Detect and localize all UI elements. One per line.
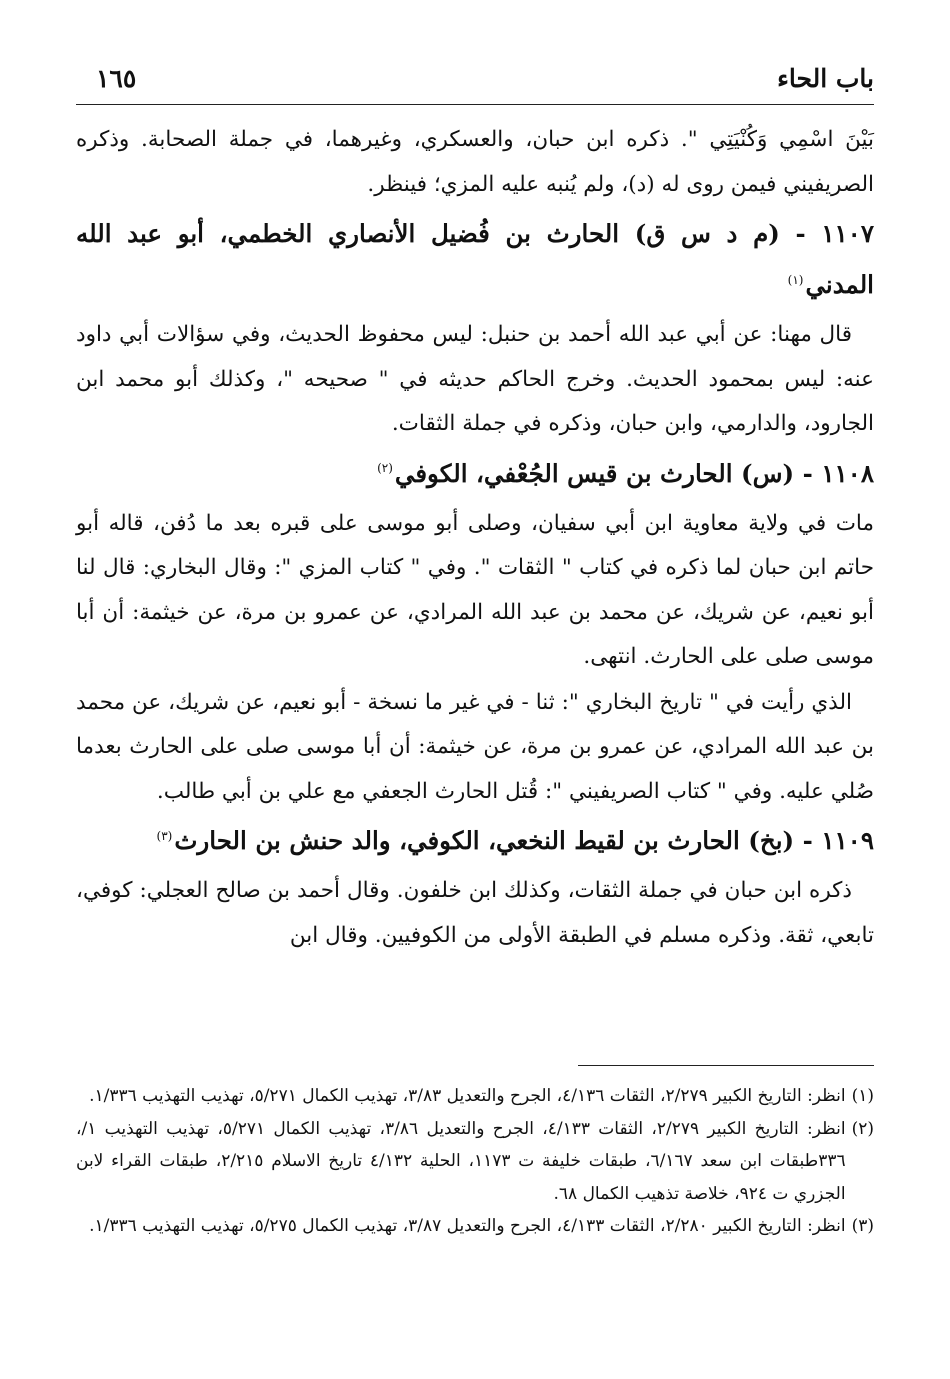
page-number: ١٦٥ — [96, 63, 137, 93]
footnote-marker: (٢) — [377, 461, 393, 476]
footnote-marker: (١) — [787, 272, 804, 287]
footnote — [76, 1113, 874, 1211]
footnote-text: انظر: التاريخ الكبير ٢/٢٨٠، الثقات ٤/١٣٣، الجرح والتعديل ٣/٨٧، تهذيب الكمال ٥/٢٧٥، تهذيب التهذيب ١/٣٣٦. — [89, 1216, 846, 1236]
footnote — [76, 1080, 874, 1113]
chapter-title: باب الحاء — [777, 63, 874, 93]
entry-heading-1108 — [76, 448, 874, 499]
page-header — [96, 58, 874, 98]
entry-heading-text: ١١٠٨ - (س) الحارث بن قيس الجُعْفي، الكوفي — [394, 458, 874, 488]
paragraph: قال مهنا: عن أبي عبد الله أحمد بن حنبل: ليس محفوظ الحديث، وفي سؤالات أبي داود عنه: ليس بمحمود الحديث. وخرج الحاكم حديثه في " صحيحه "، وكذلك أبو محمد ابن الجارود، والدارمي، وابن حبان، وذكره في جملة الثقات. — [76, 322, 874, 436]
footnote — [76, 1210, 874, 1243]
footnote-number: (١) — [851, 1086, 874, 1106]
entry-heading-text: ١١٠٧ - (م د س ق) الحارث بن فُضيل الأنصاري الخطمي، أبو عبد الله المدني — [76, 219, 874, 299]
paragraph: ذكره ابن حبان في جملة الثقات، وكذلك ابن خلفون. وقال أحمد بن صالح العجلي: كوفي، تابعي، ثقة. وذكره مسلم في الطبقة الأولى من الكوفيين. وقال ابن — [76, 878, 874, 948]
footnote-divider — [578, 1065, 874, 1066]
entry-heading-text: ١١٠٩ - (بخ) الحارث بن لقيط النخعي، الكوفي، والد حنش بن الحارث — [174, 826, 874, 855]
paragraph-continuation: بَيْنَ اسْمِي وَكُنْيَتِي ". ذكره ابن حبان، والعسكري، وغيرهما، في جملة الصحابة. وذكره الصريفيني فيمن روى له (د)، ولم يُنبه عليه المزي؛ فينظر. — [76, 127, 874, 197]
footnote-text: انظر: التاريخ الكبير ٢/٢٧٩، الثقات ٤/١٣٦، الجرح والتعديل ٣/٨٣، تهذيب الكمال ٥/٢٧١، تهذيب التهذيب ١/٣٣٦. — [89, 1086, 846, 1106]
footnote-number: (٣) — [851, 1216, 874, 1236]
footnote-number: (٢) — [851, 1118, 874, 1139]
paragraph: الذي رأيت في " تاريخ البخاري ": ثنا - في غير ما نسخة - أبو نعيم، عن شريك، عن محمد بن عبد الله المرادي، عن عمرو بن مرة، عن خيثمة: أن أبا موسى صلى على الحارث بعدما صُلي عليه. وفي " كتاب الصريفيني ": قُتل الحارث الجعفي مع علي بن أبي طالب. — [76, 689, 874, 804]
main-text — [76, 118, 874, 959]
footnotes — [76, 1080, 874, 1243]
footnote-text: انظر: التاريخ الكبير ٢/٢٧٩، الثقات ٤/١٣٣، الجرح والتعديل ٣/٨٦، تهذيب الكمال ٥/٢٧١، تهذيب التهذيب ١/، ٣٣٦طبقات ابن سعد ٦/١٦٧، طبقات خليفة ت ١١٧٣، الحلية ٤/١٣٢ تاريخ الاسلام ٢/٢١٥، طبقات القراء لابن الجزري ت ٩٢٤، خلاصة تذهيب الكمال ٦٨. — [76, 1118, 846, 1204]
paragraph: مات في ولاية معاوية ابن أبي سفيان، وصلى أبو موسى على قبره بعد ما دُفن، قاله أبو حاتم ابن حبان لما ذكره في كتاب " الثقات ". وفي " كتاب المزي ": وقال البخاري: قال لنا أبو نعيم، عن شريك، عن محمد بن عبد الله المرادي، عن عمرو بن مرة، عن خيثمة: أن أبا موسى صلى على الحارث. انتهى. — [76, 510, 874, 669]
header-divider — [76, 104, 874, 105]
footnote-marker: (٣) — [156, 828, 173, 843]
entry-heading-1107 — [76, 208, 874, 310]
entry-heading-1109 — [76, 815, 874, 866]
